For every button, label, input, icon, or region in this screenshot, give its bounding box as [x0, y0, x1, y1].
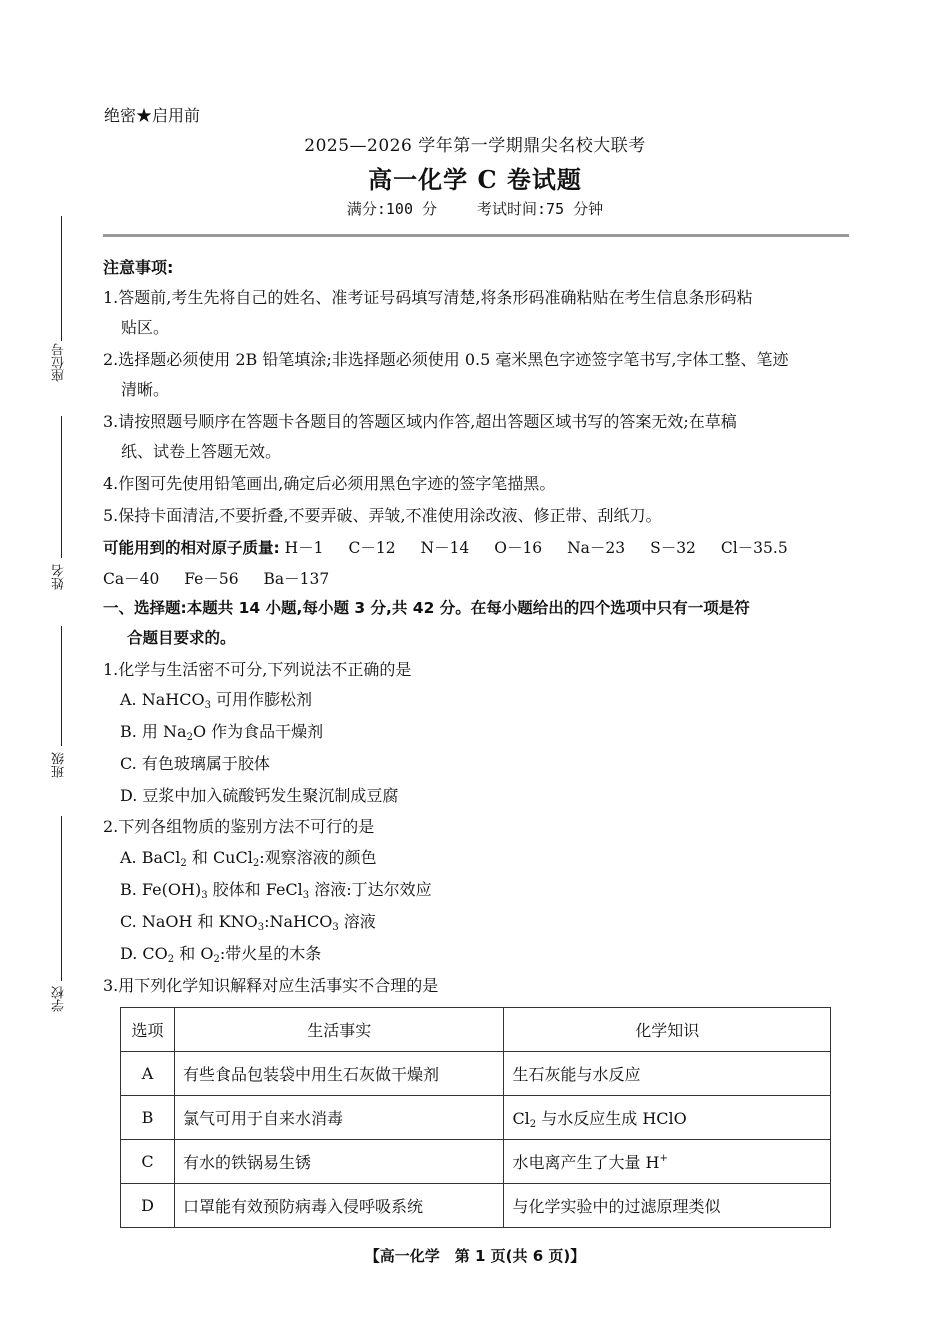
- mass-n: N－14: [420, 539, 470, 557]
- row-b-fact: 氯气可用于自来水消毒: [174, 1096, 503, 1140]
- class-field-label: 班级: [52, 752, 67, 778]
- mass-ba: Ba－137: [263, 570, 330, 588]
- notice-item-2-cont: 清晰。: [121, 380, 170, 399]
- table-row: [121, 1096, 831, 1140]
- q2-option-c: C. NaOH 和 $KNO_3:NaHCO_3$ 溶液: [120, 912, 376, 933]
- mass-cl: Cl－35.5: [720, 539, 788, 557]
- school-line: [61, 816, 62, 981]
- school-field-label: 学校: [52, 986, 67, 1012]
- q1-option-b: B. 用 $Na_2O$ 作为食品干燥剂: [120, 722, 324, 743]
- atomic-mass-row-1: [103, 536, 808, 558]
- seat-line: [61, 216, 62, 341]
- score-time-line: [0, 198, 950, 219]
- notice-heading: 注意事项:: [103, 258, 174, 277]
- seat-field-label: 座位号: [52, 343, 67, 382]
- q1-stem: 1.化学与生活密不可分,下列说法不正确的是: [103, 660, 412, 679]
- notice-item-3-cont: 纸、试卷上答题无效。: [121, 442, 282, 461]
- row-d-fact: 口罩能有效预防病毒入侵呼吸系统: [174, 1184, 503, 1228]
- notice-item-5: 5.保持卡面清洁,不要折叠,不要弄破、弄皱,不准使用涂改液、修正带、刮纸刀。: [103, 506, 662, 525]
- full-score: 满分:100 分: [346, 200, 438, 218]
- mass-o: O－16: [494, 539, 543, 557]
- mass-fe: Fe－56: [184, 570, 239, 588]
- paper-title: 高一化学 C 卷试题: [368, 165, 582, 194]
- q2-stem: 2.下列各组物质的鉴别方法不可行的是: [103, 817, 375, 836]
- name-line: [61, 416, 62, 558]
- q1-option-d: D. 豆浆中加入硫酸钙发生聚沉制成豆腐: [120, 786, 399, 805]
- mass-s: S－32: [650, 539, 696, 557]
- header-divider: [103, 234, 849, 237]
- notice-item-1: 1.答题前,考生先将自己的姓名、准考证号码填写清楚,将条形码准确粘贴在考生信息条形码粘: [103, 288, 753, 307]
- name-field-label: 姓名: [52, 564, 67, 590]
- section-1-heading: 一、选择题:本题共 14 小题,每小题 3 分,共 42 分。在每小题给出的四个选项中只有一项是符: [103, 599, 750, 617]
- atomic-mass-label: 可能用到的相对原子质量:: [103, 539, 280, 557]
- page-footer: 【高一化学 第 1 页(共 6 页)】: [364, 1247, 586, 1265]
- mass-h: H－1: [284, 539, 324, 557]
- mass-c: C－12: [348, 539, 396, 557]
- notice-item-4: 4.作图可先使用铅笔画出,确定后必须用黑色字迹的签字笔描黑。: [103, 474, 556, 493]
- row-a-option: A: [121, 1052, 175, 1096]
- q1-option-c: C. 有色玻璃属于胶体: [120, 754, 270, 773]
- q3-table: [120, 1007, 831, 1228]
- secret-label: 绝密★启用前: [104, 106, 201, 125]
- header-fact: 生活事实: [174, 1008, 503, 1052]
- row-a-knowledge: 生石灰能与水反应: [504, 1052, 831, 1096]
- q1-option-a: A. NaHCO$_3$ 可用作膨松剂: [120, 690, 313, 711]
- row-c-fact: 有水的铁锅易生锈: [174, 1140, 503, 1184]
- header-option: 选项: [121, 1008, 175, 1052]
- row-d-option: D: [121, 1184, 175, 1228]
- row-d-knowledge: 与化学实验中的过滤原理类似: [504, 1184, 831, 1228]
- notice-item-2: 2.选择题必须使用 2B 铅笔填涂;非选择题必须使用 0.5 毫米黑色字迹签字笔书写,字体工整、笔迹: [103, 350, 789, 369]
- q2-option-d: D. $CO_2$ 和 $O_2$:带火星的木条: [120, 944, 322, 965]
- mass-na: Na－23: [567, 539, 626, 557]
- section-1-heading-cont: 合题目要求的。: [127, 629, 236, 647]
- class-line: [61, 626, 62, 746]
- table-row: [121, 1184, 831, 1228]
- table-header-row: [121, 1008, 831, 1052]
- row-c-option: C: [121, 1140, 175, 1184]
- table-row: [121, 1052, 831, 1096]
- q2-option-b: B. $Fe(OH)_3$ 胶体和 FeCl$_3$ 溶液:丁达尔效应: [120, 880, 432, 901]
- row-a-fact: 有些食品包装袋中用生石灰做干燥剂: [174, 1052, 503, 1096]
- row-b-option: B: [121, 1096, 175, 1140]
- row-c-knowledge: 水电离产生了大量 H+: [504, 1140, 831, 1184]
- exam-name: 2025—2026 学年第一学期鼎尖名校大联考: [304, 136, 646, 156]
- notice-item-1-cont: 贴区。: [121, 318, 170, 337]
- q3-stem: 3.用下列化学知识解释对应生活事实不合理的是: [103, 976, 439, 995]
- q2-option-a: A. BaCl$_2$ 和 CuCl$_2$:观察溶液的颜色: [120, 848, 377, 869]
- table-row: [121, 1140, 831, 1184]
- row-b-knowledge: $Cl_2$ 与水反应生成 HClO: [504, 1096, 831, 1140]
- header-knowledge: 化学知识: [504, 1008, 831, 1052]
- exam-time: 考试时间:75 分钟: [477, 200, 604, 218]
- atomic-mass-row-2: [103, 567, 349, 589]
- mass-ca: Ca－40: [103, 570, 160, 588]
- notice-item-3: 3.请按照题号顺序在答题卡各题目的答题区域内作答,超出答题区域书写的答案无效;在草稿: [103, 412, 737, 431]
